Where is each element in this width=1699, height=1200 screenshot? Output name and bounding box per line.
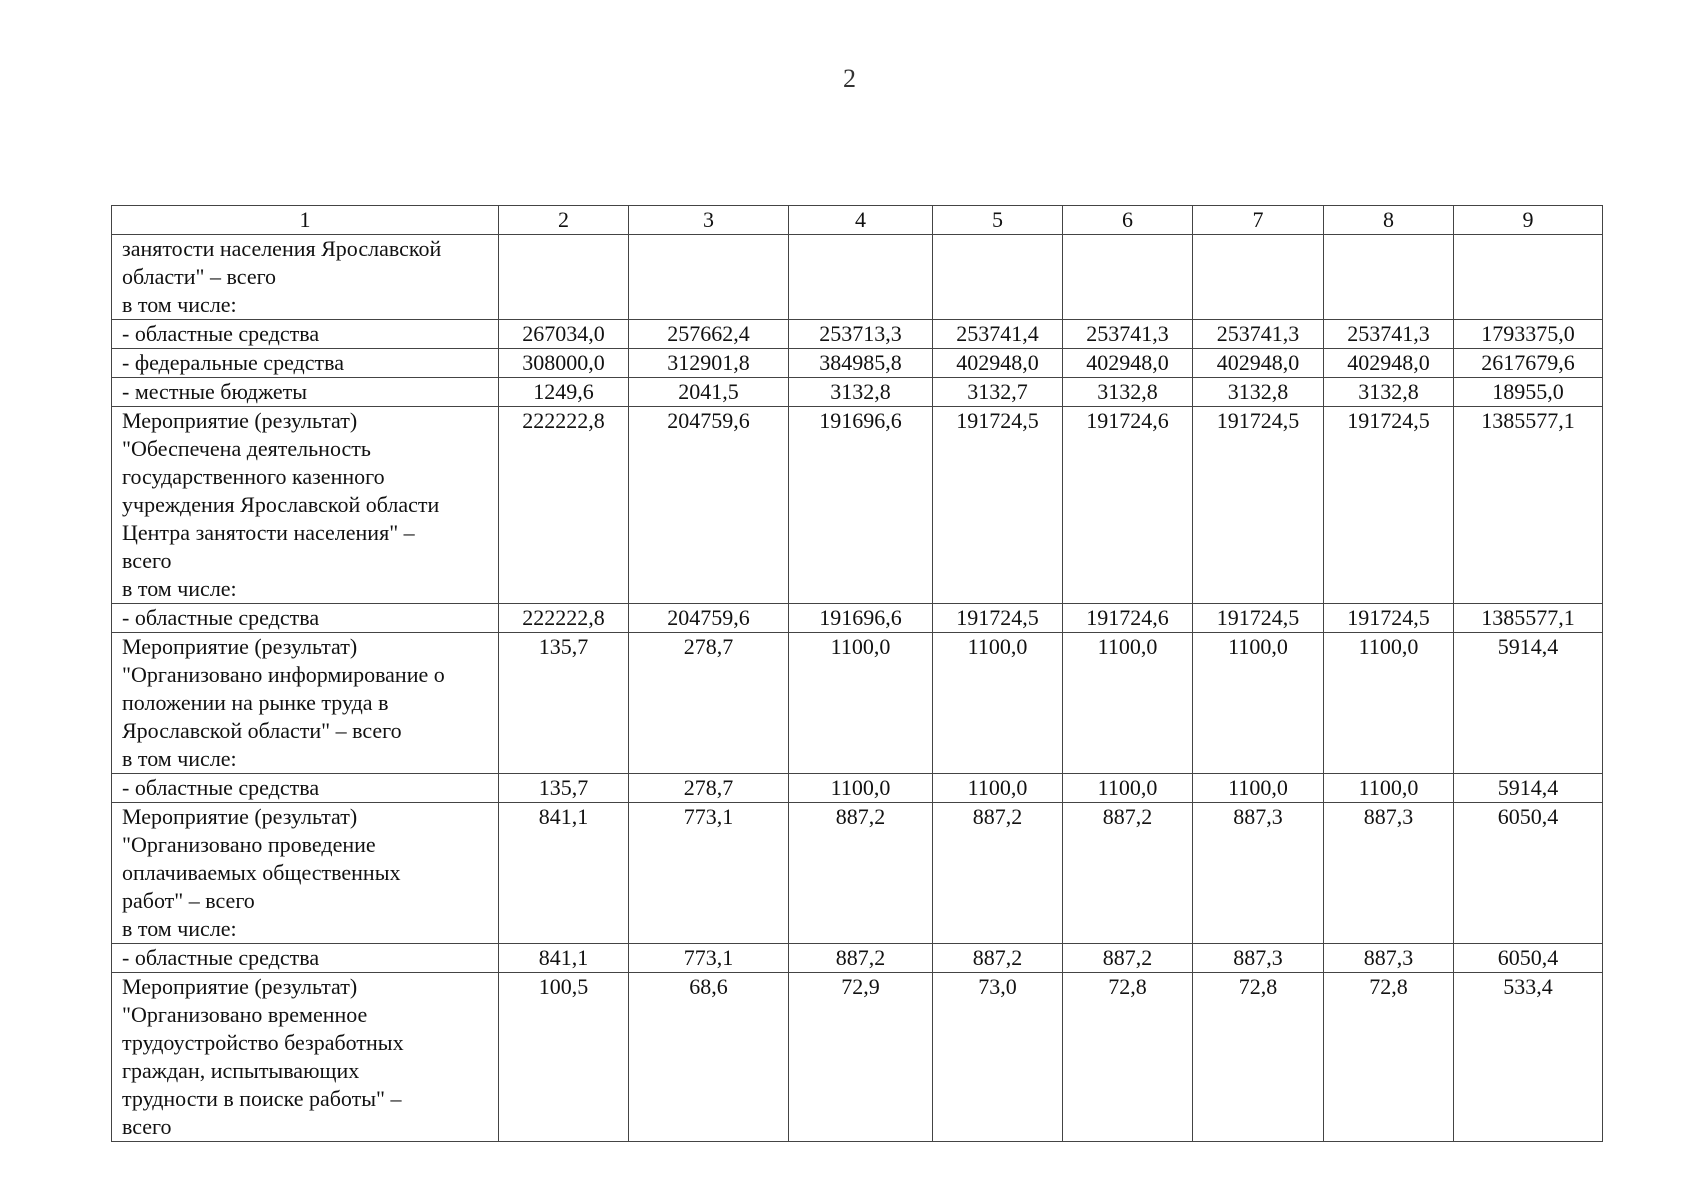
table-cell: 3132,8	[1193, 378, 1324, 407]
table-cell: 6050,4	[1454, 803, 1603, 944]
column-header: 6	[1063, 206, 1193, 235]
table-cell: 73,0	[933, 973, 1063, 1142]
table-cell: 278,7	[629, 774, 789, 803]
table-cell: 887,2	[933, 803, 1063, 944]
table-row	[112, 944, 1603, 973]
table-cell: 1385577,1	[1454, 604, 1603, 633]
row-label: Мероприятие (результат) "Организовано информирование о положении на рынке труда в Ярославской области" – всего в том числе:	[112, 633, 499, 774]
table-cell: 887,2	[933, 944, 1063, 973]
row-label: - областные средства	[112, 944, 499, 973]
table-cell: 887,3	[1324, 944, 1454, 973]
table-cell: 253741,3	[1193, 320, 1324, 349]
table-cell: 2041,5	[629, 378, 789, 407]
table-cell: 308000,0	[499, 349, 629, 378]
column-header: 4	[789, 206, 933, 235]
table-cell	[629, 235, 789, 320]
table-cell: 222222,8	[499, 407, 629, 604]
table-cell: 267034,0	[499, 320, 629, 349]
table-cell: 1249,6	[499, 378, 629, 407]
table-cell: 1100,0	[1193, 633, 1324, 774]
table-row	[112, 378, 1603, 407]
table-row	[112, 235, 1603, 320]
table-cell: 72,9	[789, 973, 933, 1142]
table-cell: 887,2	[1063, 803, 1193, 944]
table-cell: 841,1	[499, 944, 629, 973]
table-cell: 222222,8	[499, 604, 629, 633]
column-header: 3	[629, 206, 789, 235]
table-cell: 191724,5	[1324, 407, 1454, 604]
table-cell: 841,1	[499, 803, 629, 944]
page-number: 2	[843, 64, 856, 93]
table-cell: 1100,0	[933, 774, 1063, 803]
row-label: - местные бюджеты	[112, 378, 499, 407]
row-label: - федеральные средства	[112, 349, 499, 378]
table-cell: 533,4	[1454, 973, 1603, 1142]
table-row	[112, 320, 1603, 349]
column-header: 7	[1193, 206, 1324, 235]
row-label: Мероприятие (результат) "Организовано проведение оплачиваемых общественных работ" – всего в том числе:	[112, 803, 499, 944]
row-label: Мероприятие (результат) "Обеспечена деятельность государственного казенного учреждения Ярославской области Центра занятости населения" – всего в том числе:	[112, 407, 499, 604]
table-cell: 191724,6	[1063, 604, 1193, 633]
table-row	[112, 349, 1603, 378]
table-cell	[1454, 235, 1603, 320]
header-row	[112, 206, 1603, 235]
table-cell	[499, 235, 629, 320]
table-cell: 253713,3	[789, 320, 933, 349]
table-cell: 135,7	[499, 774, 629, 803]
table-cell: 1100,0	[933, 633, 1063, 774]
table-cell: 384985,8	[789, 349, 933, 378]
table-cell: 1100,0	[789, 633, 933, 774]
table-row	[112, 633, 1603, 774]
table-cell: 1100,0	[1324, 774, 1454, 803]
table-cell: 887,2	[789, 944, 933, 973]
column-header: 2	[499, 206, 629, 235]
table-cell: 312901,8	[629, 349, 789, 378]
column-header: 8	[1324, 206, 1454, 235]
table-cell: 135,7	[499, 633, 629, 774]
table-row	[112, 407, 1603, 604]
table-cell: 72,8	[1063, 973, 1193, 1142]
table-cell: 887,3	[1193, 803, 1324, 944]
table-cell: 3132,8	[789, 378, 933, 407]
table-cell: 402948,0	[1193, 349, 1324, 378]
table-cell: 5914,4	[1454, 633, 1603, 774]
table-cell: 402948,0	[1324, 349, 1454, 378]
table-cell: 3132,8	[1324, 378, 1454, 407]
table-cell: 1100,0	[1063, 633, 1193, 774]
table-cell: 204759,6	[629, 604, 789, 633]
table-cell: 100,5	[499, 973, 629, 1142]
table-cell: 253741,4	[933, 320, 1063, 349]
row-label: - областные средства	[112, 320, 499, 349]
table-cell: 191724,5	[1193, 407, 1324, 604]
table-cell: 253741,3	[1324, 320, 1454, 349]
table-cell: 1385577,1	[1454, 407, 1603, 604]
table-cell: 887,3	[1324, 803, 1454, 944]
table-cell	[1193, 235, 1324, 320]
table-cell: 18955,0	[1454, 378, 1603, 407]
table-cell: 1100,0	[789, 774, 933, 803]
table-cell: 773,1	[629, 944, 789, 973]
table-cell: 887,2	[1063, 944, 1193, 973]
table-cell: 887,2	[789, 803, 933, 944]
row-label: - областные средства	[112, 604, 499, 633]
table-cell	[1063, 235, 1193, 320]
table-cell: 1100,0	[1063, 774, 1193, 803]
table-cell: 191696,6	[789, 604, 933, 633]
table-cell: 1100,0	[1193, 774, 1324, 803]
budget-table	[111, 205, 1603, 1142]
table-cell	[1324, 235, 1454, 320]
table-cell: 204759,6	[629, 407, 789, 604]
table-row	[112, 973, 1603, 1142]
table-row	[112, 803, 1603, 944]
table-cell: 402948,0	[1063, 349, 1193, 378]
table-row	[112, 604, 1603, 633]
table-cell: 191724,5	[1193, 604, 1324, 633]
table-cell: 191724,5	[933, 604, 1063, 633]
row-label: - областные средства	[112, 774, 499, 803]
table-cell: 6050,4	[1454, 944, 1603, 973]
table-cell	[789, 235, 933, 320]
table-cell: 278,7	[629, 633, 789, 774]
table-cell: 191724,5	[933, 407, 1063, 604]
column-header: 1	[112, 206, 499, 235]
column-header: 5	[933, 206, 1063, 235]
table-cell: 72,8	[1324, 973, 1454, 1142]
table-cell: 72,8	[1193, 973, 1324, 1142]
table-cell: 253741,3	[1063, 320, 1193, 349]
column-header: 9	[1454, 206, 1603, 235]
table-cell: 191724,5	[1324, 604, 1454, 633]
row-label: Мероприятие (результат) "Организовано временное трудоустройство безработных граждан, испытывающих трудности в поиске работы" – всего	[112, 973, 499, 1142]
table-cell: 1100,0	[1324, 633, 1454, 774]
table-cell: 887,3	[1193, 944, 1324, 973]
table-cell: 257662,4	[629, 320, 789, 349]
table-cell: 191696,6	[789, 407, 933, 604]
table-cell: 2617679,6	[1454, 349, 1603, 378]
table-cell: 773,1	[629, 803, 789, 944]
table-cell: 402948,0	[933, 349, 1063, 378]
table-cell: 3132,8	[1063, 378, 1193, 407]
table-cell	[933, 235, 1063, 320]
table-cell: 68,6	[629, 973, 789, 1142]
table-cell: 5914,4	[1454, 774, 1603, 803]
table-row	[112, 774, 1603, 803]
row-label: занятости населения Ярославской области" – всего в том числе:	[112, 235, 499, 320]
table-cell: 191724,6	[1063, 407, 1193, 604]
table-cell: 1793375,0	[1454, 320, 1603, 349]
table-cell: 3132,7	[933, 378, 1063, 407]
